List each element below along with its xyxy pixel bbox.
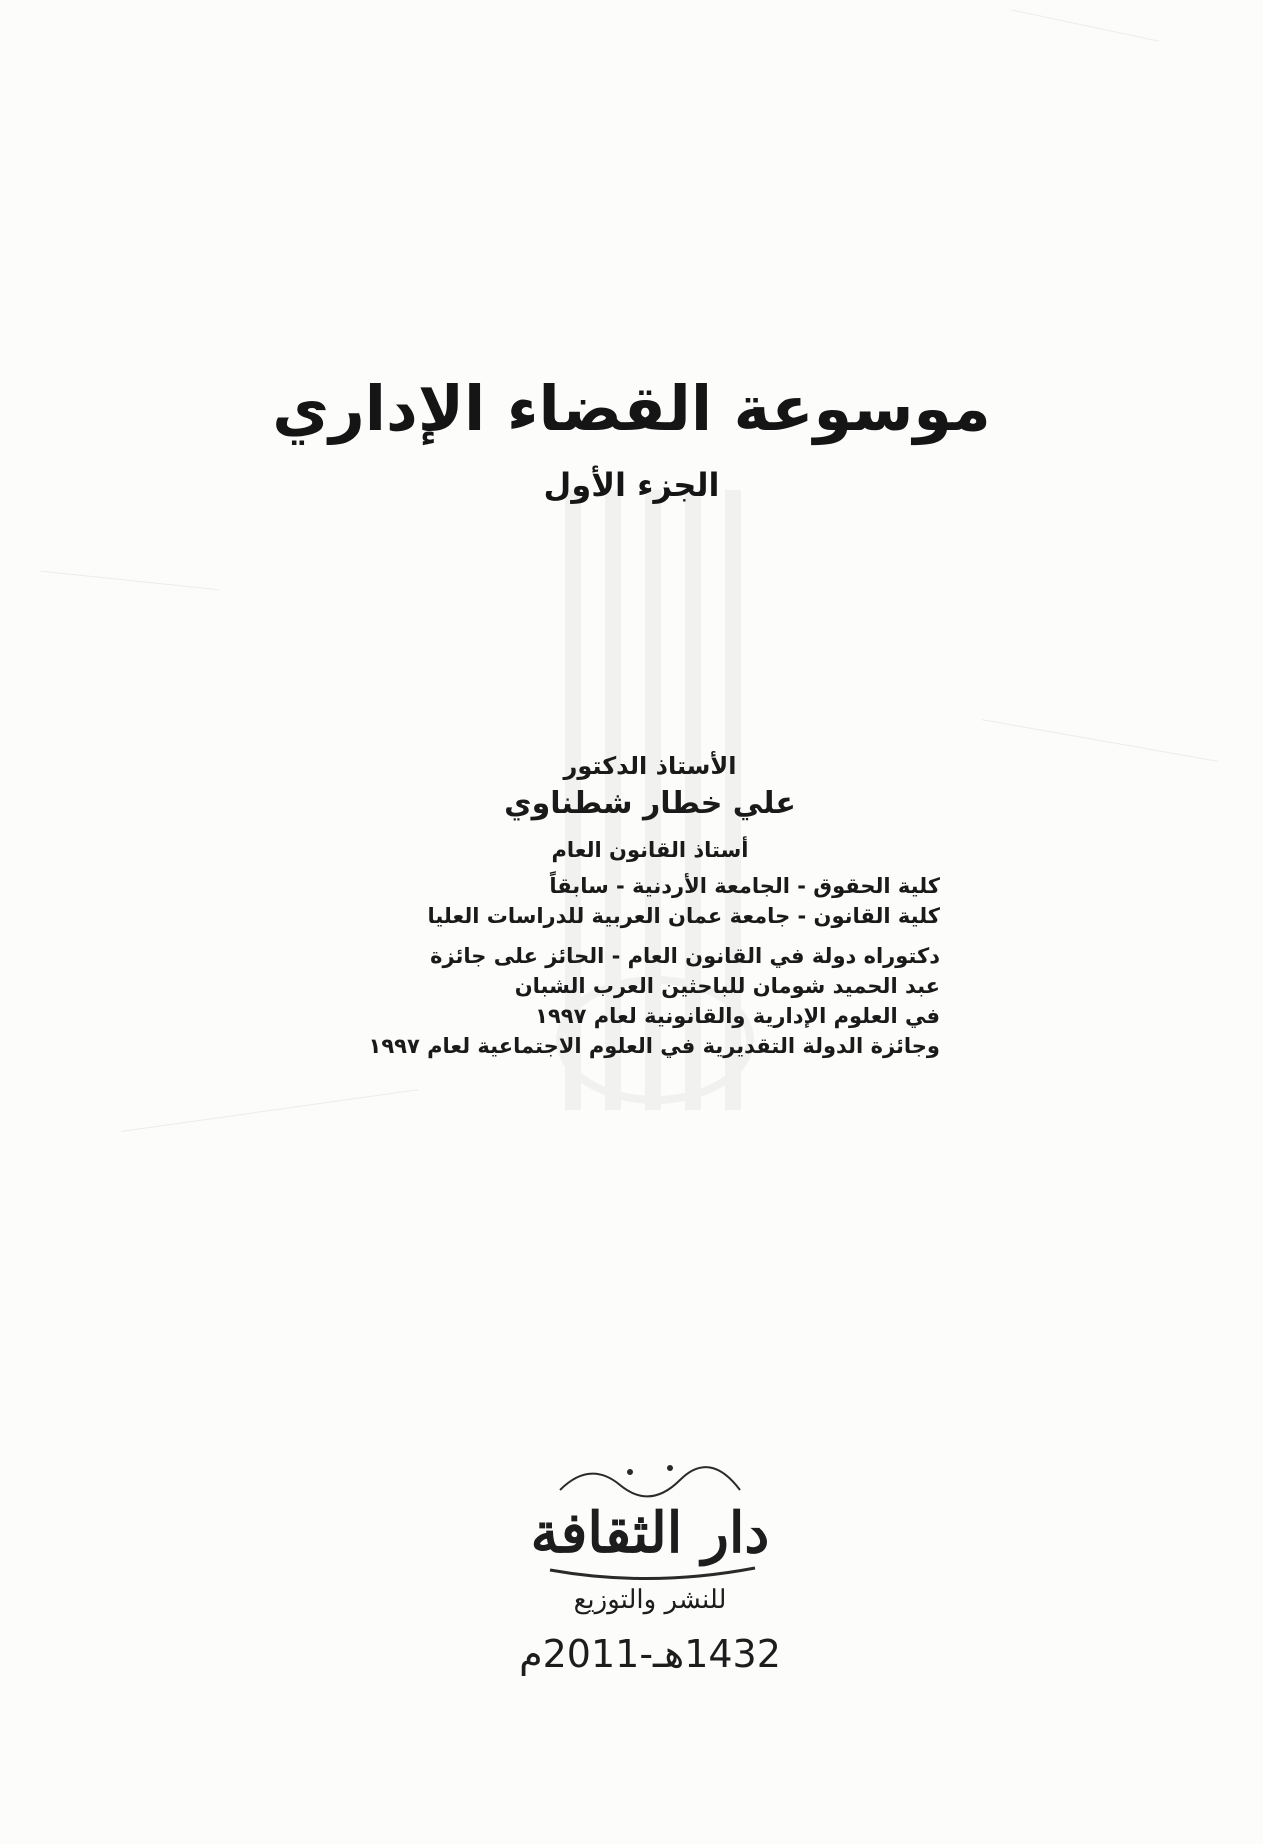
author-credential: أستاذ القانون العام (551, 838, 749, 862)
author-prefix: الأستاذ الدكتور (563, 752, 737, 780)
paper-scuff (40, 571, 219, 591)
paper-scuff (1012, 9, 1159, 41)
publisher-subtitle: للنشر والتوزيع (573, 1585, 727, 1615)
author-block (360, 752, 940, 1061)
volume-label: الجزء الأول (543, 466, 720, 504)
publication-year: 1432هـ-2011م (519, 1632, 781, 1676)
author-credential: في العلوم الإدارية والقانونية لعام ١٩٩٧ (535, 1004, 940, 1028)
publisher-name: دار الثقافة (530, 1500, 770, 1566)
author-credential: دكتوراه دولة في القانون العام - الحائز على جائزة (430, 944, 940, 968)
author-credential: عبد الحميد شومان للباحثين العرب الشبان (514, 974, 940, 998)
author-credential: كلية القانون - جامعة عمان العربية للدراسات العليا (427, 904, 940, 928)
author-credential: وجائزة الدولة التقديرية في العلوم الاجتماعية لعام ١٩٩٧ (368, 1034, 940, 1058)
paper-scuff (982, 719, 1219, 762)
book-title: موسوعة القضاء الإداري (272, 372, 991, 445)
paper-scuff (121, 1089, 418, 1132)
author-credential: كلية الحقوق - الجامعة الأردنية - سابقاً (549, 874, 940, 898)
author-name: علي خطار شطناوي (504, 786, 796, 821)
